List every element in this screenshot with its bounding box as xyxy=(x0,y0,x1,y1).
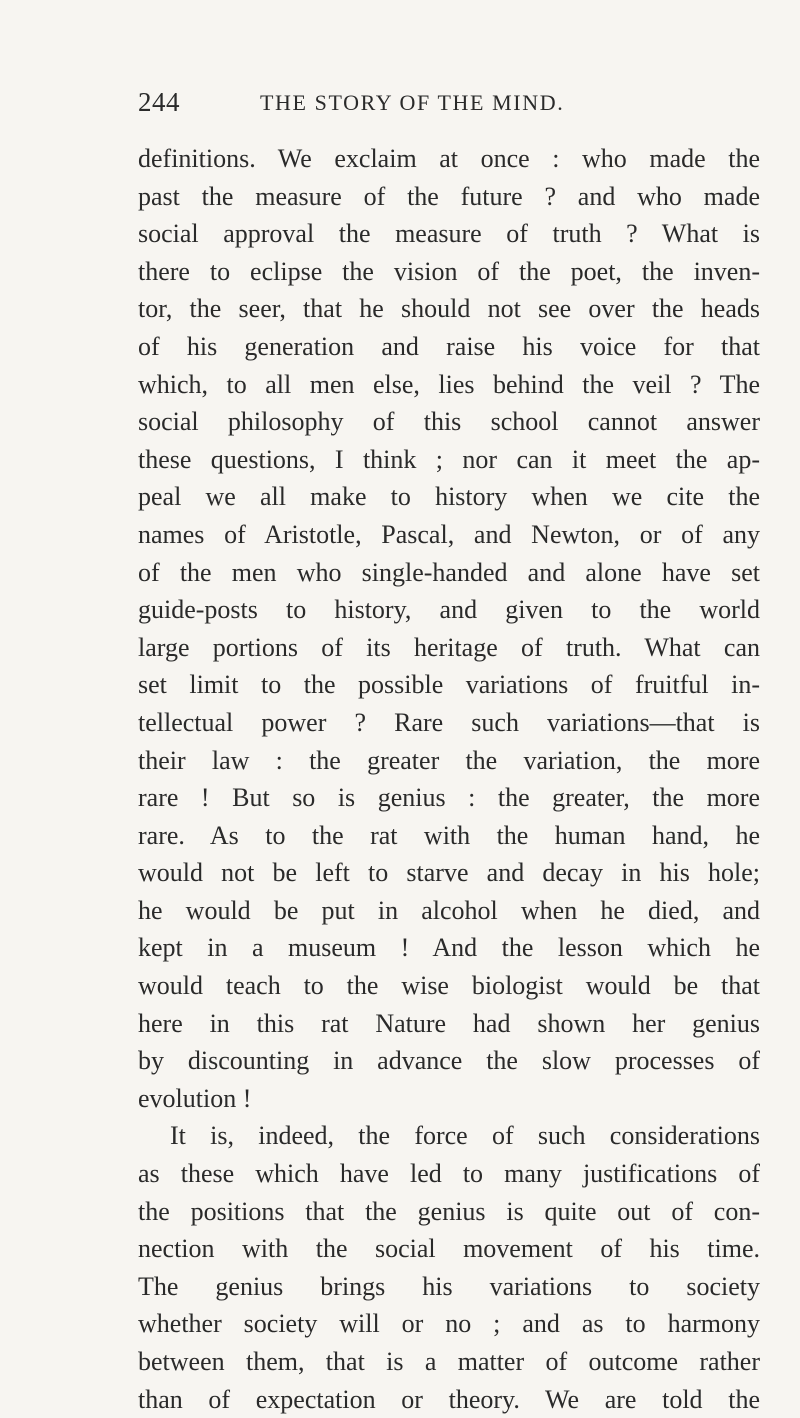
text-line: between them, that is a matter of outcome rather xyxy=(138,1347,760,1376)
text-line: which, to all men else, lies behind the veil ? The xyxy=(138,369,760,399)
body-text xyxy=(138,140,760,1418)
text-line: by discounting in advance the slow processes of xyxy=(138,1046,760,1076)
text-line: would not be left to starve and decay in his hole; xyxy=(138,858,760,888)
text-line: the positions that the genius is quite out of con- xyxy=(138,1196,760,1226)
text-line: guide-posts to history, and given to the world xyxy=(138,595,760,625)
text-line: large portions of its heritage of truth. What can xyxy=(138,632,760,662)
text-line: would teach to the wise biologist would be that xyxy=(138,971,760,1001)
text-line: than of expectation or theory. We are told the xyxy=(138,1384,760,1414)
text-line: rare ! But so is genius : the greater, the more xyxy=(138,783,760,813)
text-line: names of Aristotle, Pascal, and Newton, or of any xyxy=(138,519,760,549)
running-title: THE STORY OF THE MIND. xyxy=(260,90,565,115)
page-number: 244 xyxy=(138,87,180,117)
text-line: evolution ! xyxy=(138,1083,252,1113)
text-line: as these which have led to many justifications of xyxy=(138,1159,760,1189)
text-line: The genius brings his variations to society xyxy=(138,1271,760,1301)
text-line: these questions, I think ; nor can it meet the ap- xyxy=(138,444,760,474)
text-line: social philosophy of this school cannot answer xyxy=(138,407,760,437)
running-head xyxy=(138,84,658,120)
text-line: kept in a museum ! And the lesson which he xyxy=(138,933,760,963)
text-line: peal we all make to history when we cite the xyxy=(138,482,760,512)
text-line: of his generation and raise his voice for that xyxy=(138,331,760,361)
text-line: whether society will or no ; and as to harmony xyxy=(138,1309,760,1339)
text-line: past the measure of the future ? and who made xyxy=(138,181,760,211)
text-line: he would be put in alcohol when he died, and xyxy=(138,895,760,925)
text-line: definitions. We exclaim at once : who made the xyxy=(138,144,760,173)
text-line: there to eclipse the vision of the poet, the inven- xyxy=(138,256,760,286)
text-line: social approval the measure of truth ? What is xyxy=(138,219,760,249)
text-line: nection with the social movement of his time. xyxy=(138,1234,760,1264)
text-line: tellectual power ? Rare such variations—that is xyxy=(138,707,760,737)
text-line: here in this rat Nature had shown her genius xyxy=(138,1008,760,1038)
text-line: their law : the greater the variation, the more xyxy=(138,745,760,775)
text-line: It is, indeed, the force of such considerations xyxy=(170,1121,760,1151)
text-line: tor, the seer, that he should not see over the heads xyxy=(138,294,760,324)
text-line: set limit to the possible variations of fruitful in- xyxy=(138,670,760,700)
text-line: rare. As to the rat with the human hand, he xyxy=(138,820,760,850)
text-line: of the men who single-handed and alone have set xyxy=(138,557,760,587)
